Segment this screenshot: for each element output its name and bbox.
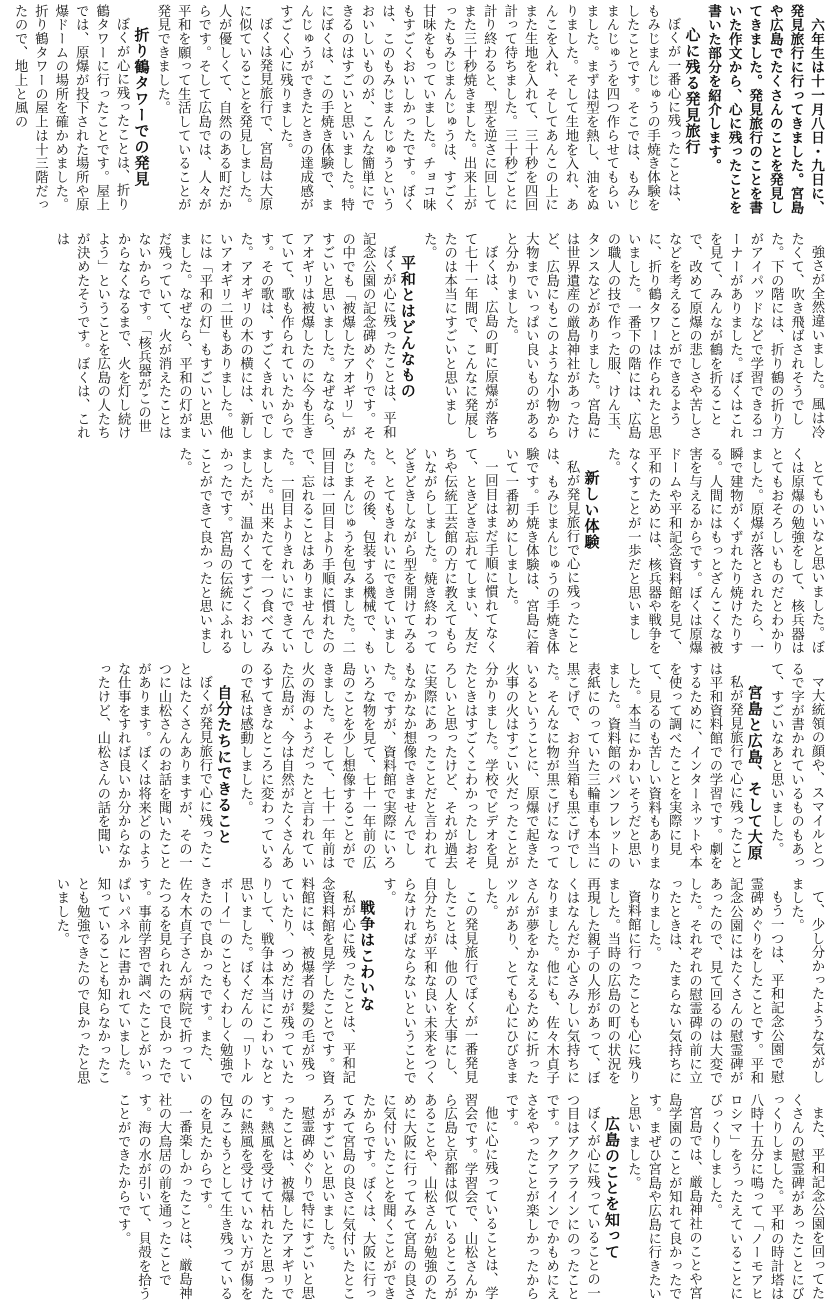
tier-5	[0, 877, 826, 1089]
essay-heading: 広島のことを知って	[602, 1115, 621, 1260]
body-paragraph: 資料館に行ったことも心に残りました。当時の広島の町の状況を再現した親子の人形があって、ぼくはなんだか心さみしい気持ちになりました。他にも、佐々木貞子さんが夢をかなえるために折ったツルがあり、とても心にひびきました。	[482, 877, 641, 1085]
tier-5-text	[51, 877, 826, 1089]
body-paragraph: もう一つは、平和記念公園で慰霊碑めぐりをしたことです。平和記念公園にはたくさんの慰霊碑があったので、見て回るのは大変でした。それぞれの慰霊碑の前に立ったときは、たまらない気持ちになりました。	[645, 877, 784, 1085]
body-paragraph: 強さが全然違いました。風は冷たくて、吹き飛ばされそうでした。下の階には、折り鶴の折り方がアイパッドなどで学習できるコーナーがありました。ぼくはこれを見て、みんなが鶴を折ることで、改めて原爆の悲しさや苦しさなどを考えることができるように、折り鶴タワーは作られたと思いました。一番下の階には、広島の職人の技で作った服、けん玉、タンスなどがありました。宮島には世界遺産の厳島神社があったけど、広島にもこのような小物から大物までいっぱい良いものがあると分かりました。	[502, 232, 824, 440]
tier-3	[0, 447, 826, 659]
body-paragraph: 私が発見旅行で心に残ったことは平和資料館での学習です。劇をするために、インターネットや本を使って調べたことを実際に見て、見るのも苦しい資料もありました。本当にかわいそうだと思いました。資料館のパンフレットの表紙にのっていた三輪車も本当に黒こげで、お弁当箱も黒こげでした。そんなに物が黒こげになっているということに、原爆で起きた火事の火はすごい火だったことが分かりました。学校でビデオを見たときはすごくこわかったしおそろしいと思ったけど、それが過去に実際にあったことだと言われてもなかなか想像できませんでした。ですが、資料館で実際にいろいろな物を見て、七十一年前の広島のことを少し想像することができました。そして、七十一年前は火の海のようだったと言われていた広島が、今は自然がたくさんあるすてきなところに変わっているので私は感動しました。	[237, 662, 743, 870]
body-paragraph: この発見旅行でぼくが一番発見したことは、他の人を大事にし、自分たちが平和な良い未来をつくらなければならないということです。	[380, 877, 478, 1085]
tier-1-text	[9, 4, 826, 216]
body-paragraph: ぼくは、広島の町に原爆が落ちて七十一年間で、こんなに発展したのは本当にすごいと思いました。	[421, 232, 498, 440]
essay-heading: 戦争はこわいな	[358, 899, 377, 1012]
essay-heading: 平和とはどんなもの	[398, 254, 417, 399]
body-paragraph: 宮島では、厳島神社のことや宮島学園のことが知れて良かったです。まぜひ宮島や広島に行きたいと思いました。	[625, 1093, 702, 1301]
body-paragraph: ぼくは発見旅行で、宮島は大原に似ていることを発見しました。人が優しくて、自然のある町だからです。そして広島では、人々が平和を願って生活していることが発見できました。	[154, 4, 272, 212]
tier-3-text	[173, 447, 826, 659]
tier-6-text	[112, 1093, 826, 1305]
body-paragraph: ぼくが一番心に残ったことは、もみじまんじゅうの手焼き体験をしたことです。そこでは、もみじまんじゅうを四つ作らせてもらいました。まずは型を熱し、油をぬりました。そして生地を入れ、あんこを入れ、そしてあんこの上にまた生地を入れて、三十秒を四回計って待ちました。三十秒ごとに計り終わると、型を逆さに回してまた三十秒焼きました。出来上がったもみじまんじゅうは、すごく甘味をもっていました。チョコ味もすごくおいしかったです。ぼくは、このもみじまんじゅうというおいしいものが、こんな簡単にできるのはすごいと思いました。特にぼくは、この手焼き体験で、まんじゅうができたときの達成感がすごく心に残りました。	[277, 4, 681, 212]
body-paragraph: また、平和記念公園を回ってたくさんの慰霊碑があったことにびっくりしました。平和の時計塔は八時十五分に鳴って「ノーモアヒロシマ」をうったえていることにびっくりしました。	[706, 1093, 824, 1301]
tier-2	[0, 232, 826, 444]
body-paragraph: ぼくが発見旅行で心に残ったことはたくさんありますが、その一つに山松さんのお話を聞いたことがあります。ぼくは将来どのような仕事をすれば良いか分からなかったけど、山松さんの話を聞い	[94, 662, 212, 870]
body-paragraph: 一番楽しかったことは、厳島神社の大鳥居の前を通ったことです。海の水が引いて、貝殻を拾うことができたからです。	[115, 1093, 192, 1301]
body-paragraph: 一回目はまだ手順に慣れてなくて、ときどき忘れてしまい、友だちや伝統工芸館の方に教えてもらいながらしました。焼き終わってどきどきしながら型を開けてみると、とてもきれいにできていました。その後、包装する機械で、もみじまんじゅうを包みました。二回目は一回目より手順に慣れたので、忘れることはありませんでした。一回目よりきれいにできていました。出来たてを一つ食べてみましたが、温かくてすごくおいしかったです。宮島の伝統にふれることができて良かったと思いました。	[176, 447, 498, 655]
essay-heading: 新しい体験	[582, 469, 601, 550]
body-paragraph: 慰霊碑めぐりで特にすごいと思ったことは、被爆したアオギリです。熱風を受けて枯れたと思ったのに熱風を受けていない方が傷を包みこもうとして生き残っているのを見たからです。	[196, 1093, 314, 1301]
essay-heading: 自分たちにできること	[215, 684, 234, 845]
body-paragraph: て、少し分かったような気がしました。	[788, 877, 824, 1085]
body-paragraph: ぼくが心に残ったことは、平和記念公園の記念碑めぐりです。その中でも「被爆したアオギリ」がすごいと思いました。なぜなら、アオギリは被爆したのに今も生きていて、歌も作られていたからです。その歌は、すごくきれいでした。アオギリの木の横には、新しいアオギリ二世もありました。他には「平和の灯」もすごいと思いました。なぜなら、平和の灯がまだ残っていて、火が消えたことはないからです。「核兵器がこの世からなくなるまで、火を灯し続けよう」ということを広島の人たちが決めたそうです。ぼくは、これは	[53, 232, 396, 440]
body-paragraph: とてもいいなと思いました。ぼくは原爆の勉強をして、核兵器はとてもおそろしいものだとわかりました。原爆が落とされたら、一瞬で建物がくずれたり焼けたりする。人間にはもっとざんこくな被害を与えるからです。ぼくは原爆ドームや平和記念資料館を見て、平和のためには、核兵器や戦争をなくすことが一歩だと思いました。	[604, 447, 824, 655]
body-paragraph: ぼくが心に残っていることの一つ目はアクアラインにのったことです。アクアラインでかもめにえさをやったことが楽しかったからです。	[502, 1093, 600, 1301]
essay-heading: 宮島と広島、そして大原	[745, 684, 764, 861]
tier-6	[0, 1093, 826, 1305]
tier-4-text	[91, 662, 826, 874]
body-paragraph: 他に心に残っていることは、学習会です。学習会で、山松さんから広島と京都は似ているところがあることや、山松さんが勉強のために大阪に行ってみて宮島の良さに気付いたことを聞くことができたからです。ぼくは、大阪に行ってみて宮島の良さに気付いたところがすごいと思いました。	[319, 1093, 498, 1301]
tier-2-text	[51, 232, 826, 444]
essay-heading: 折り鶴タワーでの発見	[132, 26, 151, 187]
tier-4	[0, 662, 826, 874]
intro-paragraph: 六年生は十一月八日・九日に、発見旅行に行ってきました。宮島や広島でたくさんのことを発見してきました。発見旅行のことを書いた作文から、心に残ったことを書いた部分を紹介します。	[705, 4, 824, 215]
body-paragraph: マ大統領の顔や、スマイルとつるで字が書かれているものもあって、すごいなあと思いました。	[768, 662, 824, 870]
essay-heading: 心に残る発見旅行	[683, 26, 702, 155]
tier-1	[0, 4, 826, 216]
body-paragraph: ぼくが心に残ったことは、折り鶴タワーに行ったことです。屋上では、原爆が投下された場所や原爆ドームの場所を確かめました。折り鶴タワーの屋上は十三階だったので、地上と風の	[12, 4, 130, 212]
body-paragraph: 私が心に残ったことは、平和記念資料館を見学したことです。資料館には、被爆者の髪の毛が残っていたり、つめだけが残っていたりして、戦争は本当にこわいなと思いました。ぼくだんの「リトルボーイ」のこともくわしく勉強できたので良かったです。また、佐々木貞子さんが病院で折っていたつるを見られたので良かったです。事前学習で調べたことがいっぱいパネルに書かれていました。知っていることも知らなかったことも勉強できたので良かったと思いました。	[53, 877, 355, 1085]
body-paragraph: 私が発見旅行で心に残ったことは、もみじまんじゅうの手焼き体験です。手焼き体験は、宮島に着いて一番初めにしました。	[502, 447, 580, 655]
